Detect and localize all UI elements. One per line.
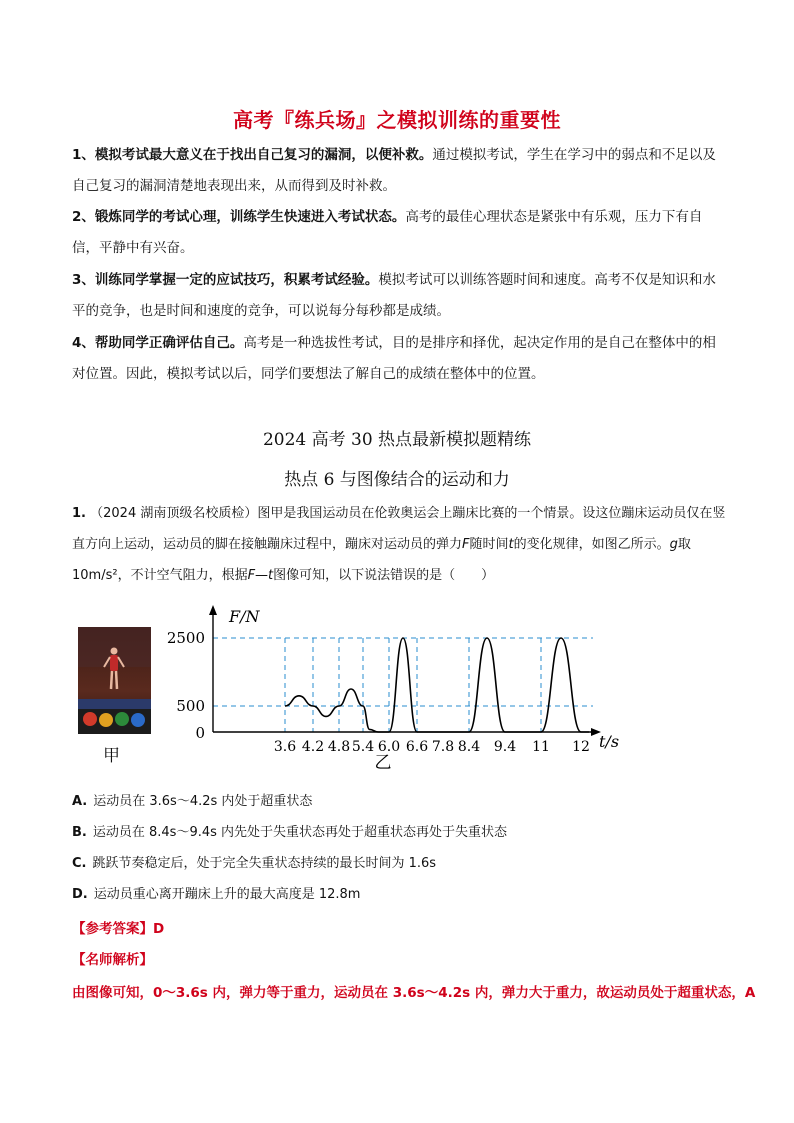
x-tick-7.8: 7.8 xyxy=(431,739,455,755)
x-tick-labels xyxy=(274,739,590,755)
x-tick-6.0: 6.0 xyxy=(377,739,401,755)
force-curve xyxy=(285,638,589,732)
option-b-letter: B. xyxy=(72,825,87,840)
y-tick-2500: 2500 xyxy=(166,629,205,647)
question-text-4: 取 10m/s²，不计空气阻力，根据 xyxy=(72,537,691,583)
option-c[interactable] xyxy=(72,854,436,874)
x-tick-8.4: 8.4 xyxy=(457,739,481,755)
intro-4-bold: 4、帮助同学正确评估自己。 xyxy=(72,335,244,351)
question-text-1: 图甲是我国运动员在伦敦奥运会上蹦床比赛的一个情景。设这位蹦床运动员仅在竖直方向上运动，运动员的脚在接触蹦床过程中，蹦床对运动员的弹力 xyxy=(72,506,726,552)
page-title: 高考『练兵场』之模拟训练的重要性 xyxy=(233,108,561,132)
option-c-text: 跳跃节奏稳定后，处于完全失重状态持续的最长时间为 1.6s xyxy=(92,856,437,871)
option-d-text: 运动员重心离开蹦床上升的最大高度是 12.8m xyxy=(93,887,361,902)
option-b[interactable] xyxy=(72,823,507,843)
x-tick-5.4: 5.4 xyxy=(351,739,375,755)
question-text-2: 随时间 xyxy=(469,537,509,552)
graph-axes xyxy=(209,605,601,736)
option-d[interactable] xyxy=(72,885,360,905)
x-tick-11: 11 xyxy=(532,739,550,755)
intro-4-text: 高考是一种选拔性考试，目的是排序和择优，起决定作用的是自己在整体中的相对位置。因此，模拟考试以后，同学们要想法了解自己的成绩在整体中的位置。 xyxy=(72,335,716,382)
intro-1-text: 通过模拟考试，学生在学习中的弱点和不足以及自己复习的漏洞清楚地表现出来，从而得到及时补救。 xyxy=(72,147,716,194)
force-time-graph xyxy=(163,600,623,780)
intro-3-bold: 3、训练同学掌握一定的应试技巧，积累考试经验。 xyxy=(72,272,379,288)
x-tick-9.4: 9.4 xyxy=(493,739,517,755)
analysis-label: 【名师解析】 xyxy=(72,952,153,968)
question-var-g: g xyxy=(669,537,678,552)
graph-label: 乙 xyxy=(374,753,392,773)
y-tick-500: 500 xyxy=(176,697,205,715)
x-tick-4.2: 4.2 xyxy=(301,739,325,755)
analysis-text: 由图像可知，0～3.6s 内，弹力等于重力，运动员在 3.6s～4.2s 内，弹力大于重力，故运动员处于超重状态，A xyxy=(72,985,756,1001)
intro-2-text: 高考的最佳心理状态是紧张中有乐观，压力下有自信，平静中有兴奋。 xyxy=(72,209,703,256)
answer-label: 【参考答案】D xyxy=(72,921,165,937)
intro-1-bold: 1、模拟考试最大意义在于找出自己复习的漏洞，以便补救。 xyxy=(72,147,433,163)
x-tick-6.6: 6.6 xyxy=(405,739,429,755)
y-axis-label: F/N xyxy=(229,607,260,626)
y-axis-arrow-icon xyxy=(209,605,217,615)
athlete-photo xyxy=(78,627,151,734)
intro-3-text: 模拟考试可以训练答题时间和速度。高考不仅是知识和水平的竞争，也是时间和速度的竞争，可以说每分每秒都是成绩。 xyxy=(72,272,716,319)
question-var-F: F xyxy=(462,537,470,552)
question-var-t: t xyxy=(508,537,514,552)
question-text-3: 的变化规律，如图乙所示。 xyxy=(513,537,670,552)
question-var-Ft: F—t xyxy=(247,568,274,583)
option-b-text: 运动员在 8.4s～9.4s 内先处于失重状态再处于超重状态再处于失重状态 xyxy=(92,825,508,840)
intro-paragraph-2 xyxy=(72,202,728,264)
question-source: （2024 湖南顶级名校质检） xyxy=(90,506,258,521)
intro-paragraph-1 xyxy=(72,140,728,202)
option-a-text: 运动员在 3.6s～4.2s 内处于超重状态 xyxy=(93,794,313,809)
photo-label: 甲 xyxy=(103,746,120,766)
option-d-letter: D. xyxy=(72,887,88,902)
section-subtitle: 热点 6 与图像结合的运动和力 xyxy=(284,470,510,490)
question-number: 1. xyxy=(72,506,86,521)
reference-lines xyxy=(213,638,593,732)
intro-paragraph-4 xyxy=(72,328,728,390)
intro-2-bold: 2、锻炼同学的考试心理，训练学生快速进入考试状态。 xyxy=(72,209,406,225)
x-tick-3.6: 3.6 xyxy=(273,739,297,755)
option-a[interactable] xyxy=(72,792,312,812)
origin-label: 0 xyxy=(195,724,205,742)
section-title: 2024 高考 30 热点最新模拟题精练 xyxy=(262,430,532,450)
option-c-letter: C. xyxy=(72,856,87,871)
question-stem xyxy=(72,498,728,591)
x-tick-4.8: 4.8 xyxy=(327,739,351,755)
x-axis-label: t/s xyxy=(599,732,620,751)
intro-paragraph-3 xyxy=(72,265,728,327)
option-a-letter: A. xyxy=(72,794,88,809)
x-tick-12: 12 xyxy=(572,739,590,755)
question-text-5: 图像可知，以下说法错误的是（ ） xyxy=(273,568,495,583)
